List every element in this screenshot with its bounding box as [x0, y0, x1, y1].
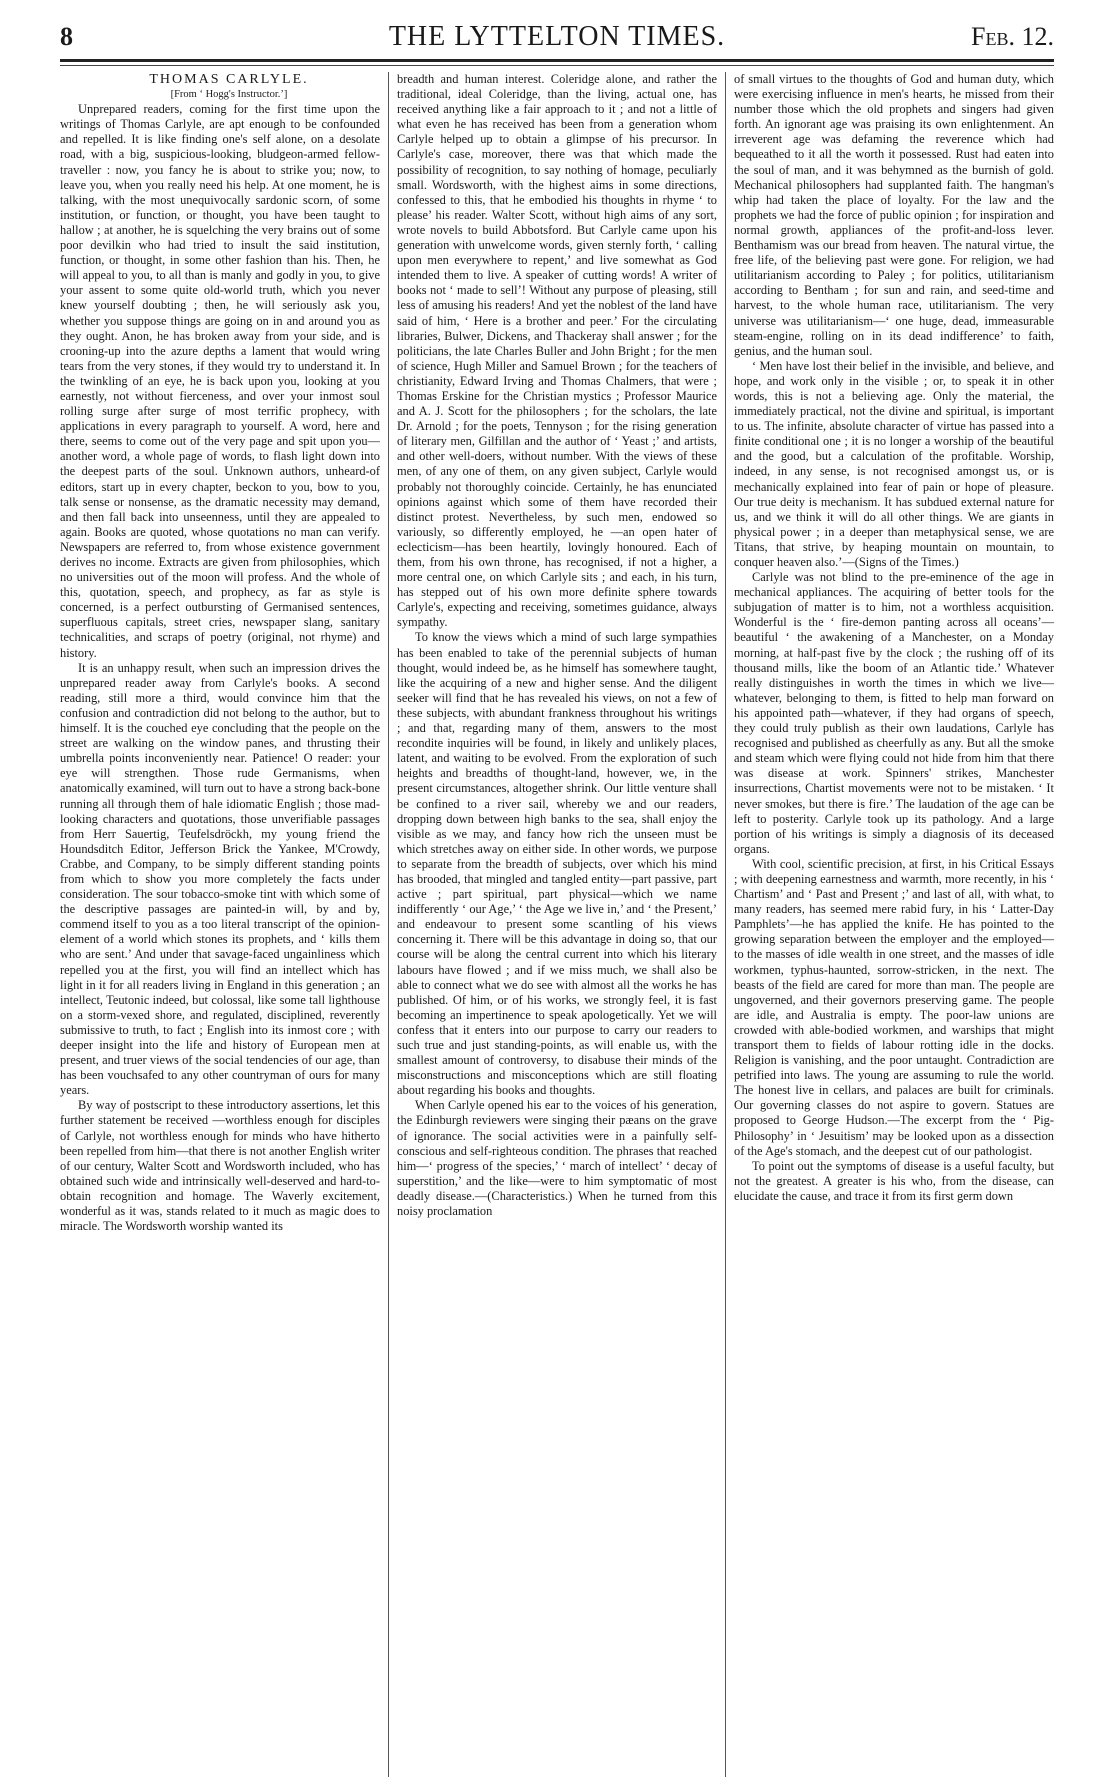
page-number: 8	[60, 22, 73, 51]
paragraph-continued: of small virtues to the thoughts of God and human duty, which were exercising influence in men's hearts, he missed from their number those which the old prophets and singers had given forth. An ignorant age was praising its own enlightenment. An irreverent age was defaming the reverence which had bequeathed to it all the worth it possessed. Rust had eaten into the soul of man, and it was behymned as the burnish of gold. Mechanical philosophers had supplanted faith. The hangman's whip had taken the place of loyalty. For the law and the prophets we had the force of public opinion ; for inspiration and normal growth, appliances of the profit-and-loss lever. Benthamism was our bread from heaven. The natural virtue, the free life, of the believing past were gone. For religion, we had utilitarianism according to Paley ; for politics, utilitarianism according to Bentham ; for sun and rain, and seed-time and harvest, to the whole human race, utilitarianism. The very universe was utilitarianism—‘ one huge, dead, immeasurable steam-engine, rolling on in its dead indifference’ to faith, genius, and the human soul.	[734, 72, 1054, 358]
column-1	[60, 72, 380, 1777]
article-source: [From ‘ Hogg's Instructor.’]	[170, 89, 288, 101]
paragraph: To know the views which a mind of such large sympathies has been enabled to take of the perennial subjects of human thought, would indeed be, as he himself has somewhere taught, like the acquiring of a new and higher sense. And the diligent seeker will find that he has revealed his views, on not a few of these subjects, with abundant frankness throughout his writings ; and that, regarding many of them, answers to the most recondite inquiries will be found, in likely and unlikely places, latent, and waiting to be evolved. From the exploration of such heights and breadths of thought-land, however, we, in the present circumstances, altogether shrink. Our little venture shall be confined to a river sail, whereby we and our readers, dropping down between high banks to the sea, shall enjoy the visible as we may, and fancy how rich the unseen must be which stretches away on either side. In other words, we purpose to separate from the breadth of subjects, over which his mind has brooded, that mingled and tangled entity—part passive, part active ; part spiritual, part physical—which we name indifferently ‘ our Age,’ ‘ the Age we live in,’ and ‘ the Present,’ and endeavour to present some scantling of his views concerning it. There will be this advantage in doing so, that our course will be along the central current into which his literary labours have flowed ; and if we miss much, we shall also be able to connect what we do see with almost all the works he has published. Of him, or of his works, we strongly feel, it is fast becoming an impertinence to speak apologetically. Yet we will confess that it enters into our purpose to carry our readers to such true and just standing-points, as will enable us, with the smallest amount of controversy, to disabuse their minds of the misconstructions and misconceptions which are still floating about regarding his books and thoughts.	[397, 630, 717, 1098]
issue-date: Feb. 12.	[971, 22, 1054, 51]
paragraph: With cool, scientific precision, at first, in his Critical Essays ; with deepening earnestness and warmth, more recently, in his ‘ Chartism’ and ‘ Past and Present ;’ and last of all, with what, to many readers, has seemed mere rabid fury, in his ‘ Latter-Day Pamphlets’—he has applied the knife. He has pointed to the growing separation between the employer and the employed—to the masses of idle wealth in one street, and the masses of idle workmen, typhus-haunted, sorrow-stricken, in the next. The beasts of the field are cared for more than man. The people are ungoverned, and their governors preserving game. The people are idle, and Australia is empty. The poor-law unions are crowded with able-bodied workmen, and warships that might transport them to fields of labour rotting idle in the docks. Religion is vanishing, and the poor untaught. Contradiction are petrified into laws. The young are assuming to rule the world. The honest live in cellars, and palaces are built for criminals. Our governing classes do not aspire to govern. Statues are proposed to George Hudson.—The excerpt from the ‘ Pig-Philosophy’ in ‘ Jesuitism’ may be looked upon as a dissection of the Age's stomach, and the deepest cut of our pathologist.	[734, 856, 1054, 1158]
paragraph: To point out the symptoms of disease is a useful faculty, but not the greatest. A greater is his who, from the disease, can elucidate the cause, and trace it from its first germ down	[734, 1158, 1054, 1203]
article-columns	[60, 72, 1054, 1777]
article-heading: THOMAS CARLYLE.	[149, 72, 309, 87]
paragraph: ‘ Men have lost their belief in the invisible, and believe, and hope, and work only in the visible ; or, to speak it in other words, this is not a believing age. Only the material, the immediately practical, not the divine and spiritual, is important to us. The infinite, absolute character of virtue has passed into a finite conditional one ; it is no longer a worship of the beautiful and the good, but a calculation of the profitable. Worship, indeed, in any sense, is not recognised amongst us, or is mechanically explained into fear of pain or hope of pleasure. Our true deity is mechanism. It has subdued external nature for us, and we think it will do all other things. We are giants in physical power ; in a deeper than metaphysical sense, we are Titans, that strive, by heaping mountain on mountain, to conquer heaven also.’—(Signs of the Times.)	[734, 358, 1054, 569]
paragraph: Unprepared readers, coming for the first time upon the writings of Thomas Carlyle, are apt enough to be confounded and repelled. It is like finding one's self alone, on a desolate road, with a big, suspicious-looking, bludgeon-armed fellow-traveller : now, you fancy he is about to strike you; now, to leave you, when you really need his help. At one moment, he is talking, with the most unequivocally sardonic scorn, of some institution, or function, or thought, you have been taught to hallow ; at another, he is squelching the very brains out of some poor devilkin who had tried to insult the said institution, function, or thought, in some other fashion than his. Then, he will appeal to you, to all than is manly and godly in you, to give your assent to some quite old-world truth, which you never knew yourself doubting ; then, he will seriously ask you, whether you suppose things are going on in and around you as they ought. Anon, he has broken away from your side, and is crooning-up into the azure depths a lament that would wring tears from the very stones, if they would try to understand it. In the twinkling of an eye, he is back upon you, looking at you earnestly, not without fierceness, and over your inmost soul rolling surge after surge of most terrific prophecy, with applications in every paragraph to yourself. A word, here and there, seems to come out of the very page and spit upon you—another word, a whole page of words, to flash light down into the deepest parts of the soul. Unknown authors, unheard-of editors, start up in every chapter, beckon to you, bow to you, talk sense or nonsense, as the dramatic necessity may demand, and then fall back into unseenness, until they are appealed to again. Books are quoted, whose quotations no man can verify. Newspapers are referred to, from whose existence government derives no income. Extracts are given from philosophies, which no universities out of the moon will profess. And the whole of this, quotation, speech, and prophecy, as far as style is concerned, is a perfect outbursting of Germanised sentences, superfluous capitals, street cries, newspaper slang, sanitary technicalities, and scraps of poetry (original, not rhyme) and history.	[60, 102, 380, 660]
newspaper-title: THE LYTTELTON TIMES.	[388, 21, 726, 52]
column-2	[397, 72, 717, 1777]
masthead	[60, 20, 1054, 54]
paragraph: It is an unhappy result, when such an impression drives the unprepared reader away from Carlyle's books. A second reading, still more a third, would convince him that the confusion and contradiction did not belong to the author, but to himself. It is the couched eye concluding that the people on the street are walking on the window panes, and thrusting their umbrella points inconveniently near. Patience! O reader: your eye will strengthen. Those rude Germanisms, when anatomically examined, will turn out to have a strong back-bone running all through them of hale idiomatic English ; those mad-looking characters and quotations, those unverifiable passages from Herr Sauertig, Teufelsdröckh, my young friend the Houndsditch Editor, Jefferson Brick the Yankee, M'Crowdy, Crabbe, and Company, to be simply different standing points from which to show you more completely the facts under consideration. The sour tobacco-smoke tint with which some of the descriptive passages are painted-in will, by and by, commend itself to you as a too literal transcript of the opinion-element of a world which stones its prophets, and ‘ kills them who are sent.’ And under that savage-faced ungainliness which repelled you at the first, you will find an intellect which has light in it for all readers living in England in this generation ; an intellect, Teutonic indeed, but colossal, like some tall lighthouse on a storm-vexed shore, and regulated, disciplined, reverently submissive to truth, to fact ; English into its inmost core ; with deeper insight into the life and history of European men at present, and truer views of the social tendencies of our age, than has been vouchsafed to any other countryman of ours for many years.	[60, 660, 380, 1098]
masthead-rule-thin	[60, 65, 1054, 66]
paragraph: By way of postscript to these introductory assertions, let this further statement be received —worthless enough for disciples of Carlyle, not worthless enough for minds who have hitherto been repelled from him—that there is not another English writer of our century, Walter Scott and Wordsworth included, who has obtained such wide and intrinsically well-deserved and hard-to-obtain recognition and homage. The Waverly excitement, wonderful as it was, stands related to it much as magic does to miracle. The Wordsworth worship wanted its	[60, 1098, 380, 1234]
paragraph-continued: breadth and human interest. Coleridge alone, and rather the traditional, ideal Coleridge, than the living, actual one, has received anything like a fair approach to it ; and not a little of what even he has received has been from a generation whom Carlyle helped up to obtain a glimpse of his precursor. In Carlyle's case, moreover, there was that which made the possibility of recognition, to say nothing of homage, peculiarly small. Wordsworth, with the highest aims in some directions, confessed to this, that he embodied his thoughts in rhyme ‘ to please’ his reader. Walter Scott, without high aims of any sort, wrote novels to build Abbotsford. But Carlyle came upon his generation with unwelcome words, given sternly forth, ‘ calling upon men everywhere to repent,’ and live somewhat as God intended them to live. A speaker of cutting words! A writer of books not ‘ made to sell’! Without any purpose of pleasing, still less of amusing his readers! And yet the noblest of the land have said of him, ‘ Here is a brother and peer.’ For the circulating libraries, Bulwer, Dickens, and Thackeray shall answer ; for the politicians, the late Charles Buller and John Bright ; for the men of science, Hugh Miller and Samuel Brown ; for the teachers of christianity, Edward Irving and Thomas Chalmers, that were ; Thomas Erskine for the Christian mystics ; Professor Maurice and A. J. Scott for the philosophers ; for the scholars, the late Dr. Arnold ; for the poets, Tennyson ; for the rising generation of literary men, Gilfillan and the author of ‘ Yeast ;’ and artists, and other well-doers, without number. With the views of these men, of any one of them, on any given subject, Carlyle would probably not thoroughly coincide. Certainly, he has enunciated opinions against which some of them have recorded their distinct protest. Nevertheless, by such men, endowed so variously, so differently employed, he —an open hater of eclecticism—has been heartily, lovingly honoured. Each of them, from his own throne, has recognised, if not a higher, a more central one, on which Carlyle sits ; and each, in his turn, has stepped out of his own more definite sphere towards Carlyle's, expecting and receiving, sometimes guidance, always sympathy.	[397, 72, 717, 630]
column-divider	[388, 72, 389, 1777]
column-divider	[725, 72, 726, 1777]
masthead-rule-thick	[60, 59, 1054, 62]
paragraph: When Carlyle opened his ear to the voices of his generation, the Edinburgh reviewers were singing their pæans on the grave of ignorance. The social activities were in a painfully self-conscious and self-righteous condition. The phrases that reached him—‘ progress of the species,’ ‘ march of intellect’ ‘ decay of superstition,’ and the like—were to him symptomatic of most deadly disease.—(Characteristics.) When he turned from this noisy proclamation	[397, 1098, 717, 1219]
column-3	[734, 72, 1054, 1777]
paragraph: Carlyle was not blind to the pre-eminence of the age in mechanical appliances. The acquiring of better tools for the subjugation of matter is to him, not a worthless acquisition. Wonderful is the ‘ fire-demon panting across all oceans’—beautiful ‘ the awakening of a Manchester, on a Monday morning, at half-past five by the clock ; the rushing off of its thousand mills, like the boom of an Atlantic tide.’ Whatever really distinguishes in worth the times in which we live—whatever, belonging to them, is fitted to help man forward on his appointed path—whatever, if they had organs of speech, they could truly publish as their own laudations, Carlyle has recognised and published as cheerfully as any. But all the smoke and steam which were flying could not hide from him that there was disease at work. Spinners' strikes, Manchester insurrections, Chartist movements were not to be mistaken. ‘ It never smokes, but there is fire.’ The laudation of the age can be left to posterity. Carlyle took up its pathology. And a large portion of his writings is simply a diagnosis of its deceased organs.	[734, 570, 1054, 856]
